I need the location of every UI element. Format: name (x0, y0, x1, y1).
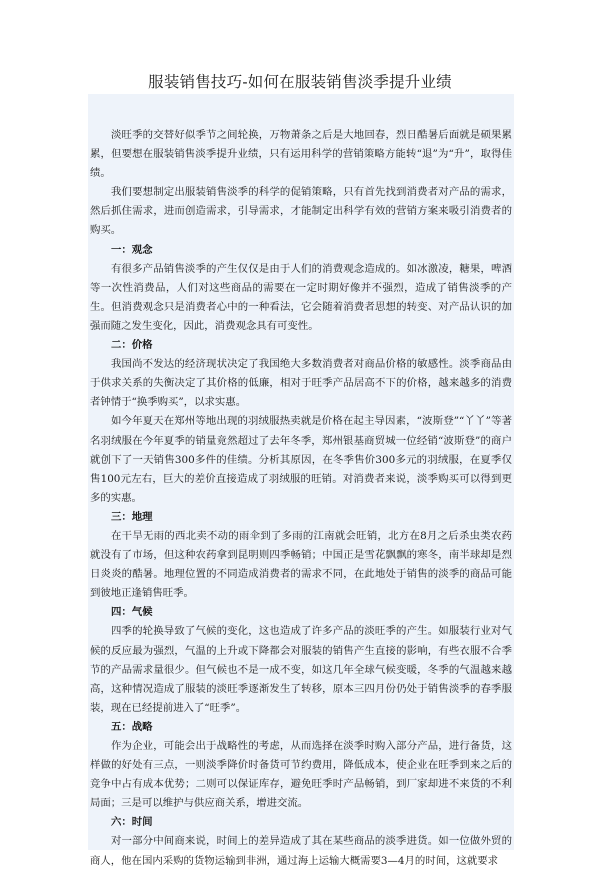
section-paragraph: 四季的轮换导致了气候的变化，这也造成了许多产品的淡旺季的产生。如服装行业对气候的反应最为强烈，气温的上升或下降都会对服装的销售产生直接的影响，有些衣服不合季节的产品需求量很少。但气候也不是一成不变，如这几年全球气候变暖，冬季的气温越来越高，这种情况造成了服装的淡旺季逐渐发生了转移，原本三四月份仍处于销售淡季的春季服装，现在已经提前进入了“旺季”。 (90, 625, 512, 714)
section-heading: 六：时间 (111, 816, 153, 829)
intro-paragraph: 我们要想制定出服装销售淡季的科学的促销策略，只有首先找到消费者对产品的需求，然后抓住需求，进而创造需求，引导需求，才能制定出科学有效的营销方案来吸引消费者的购买。 (90, 186, 512, 237)
section-heading: 一：观念 (111, 243, 153, 256)
section-strategy (90, 718, 512, 813)
section-heading: 三：地理 (111, 510, 153, 523)
section-heading: 四：气候 (111, 606, 153, 619)
section-price (90, 336, 512, 508)
section-paragraph: 在干旱无雨的西北卖不动的雨伞到了多雨的江南就会旺销，北方在8月之后杀虫类农药就没有了市场，但这种农药拿到昆明则四季畅销；中国正是雪花飘飘的寒冬，南半球却是烈日炎炎的酷暑。地理位置的不同造成消费者的需求不同，在此地处于销售的淡季的商品可能到彼地正逢销售旺季。 (90, 529, 512, 600)
document-body (88, 94, 514, 867)
section-time (90, 813, 512, 870)
section-paragraph: 我国尚不发达的经济现状决定了我国绝大多数消费者对商品价格的敏感性。淡季商品由于供求关系的失衡决定了其价格的低廉，相对于旺季产品居高不下的价格，越来越多的消费者钟情于“换季购买”，以求实惠。 (90, 358, 512, 409)
section-paragraph: 有很多产品销售淡季的产生仅仅是由于人们的消费观念造成的。如冰激凌，糖果，啤酒等一次性消费品，人们对这些商品的需要在一定时期好像并不强烈，造成了销售淡季的产生。但消费观念只是消费者心中的一种看法，它会随着消费者思想的转变、对产品认识的加强而随之发生变化，因此，消费观念具有可变性。 (90, 262, 512, 332)
page-title: 服装销售技巧-如何在服装销售淡季提升业绩 (148, 73, 452, 91)
section-climate (90, 603, 512, 718)
section-paragraph: 对一部分中间商来说，时间上的差异造成了其在某些商品的淡季进货。如一位做外贸的商人，他在国内采购的货物运输到非洲，通过海上运输大概需要3—4月的时间，这就要求 (90, 835, 512, 867)
section-concept (90, 241, 512, 336)
intro-paragraph: 淡旺季的交替好似季节之间轮换，万物萧条之后是大地回春，烈日酷暑后面就是硕果累累，但要想在服装销售淡季提升业绩，只有运用科学的营销策略方能转“退”为“升”，取得佳绩。 (90, 129, 512, 180)
section-paragraph: 如今年夏天在郑州等地出现的羽绒服热卖就是价格在起主导因素，“波斯登”“丫丫”等著名羽绒服在今年夏季的销量竟然超过了去年冬季，郑州银基商贸城一位经销“波斯登”的商户就创下了一天销售300多件的佳绩。分析其原因，在冬季售价300多元的羽绒服，在夏季仅售100元左右，巨大的差价直接造成了羽绒服的旺销。对消费者来说，淡季购买可以得到更多的实惠。 (90, 415, 512, 504)
section-geography (90, 508, 512, 603)
section-heading: 二：价格 (111, 339, 153, 352)
section-paragraph: 作为企业，可能会出于战略性的考虑，从而选择在淡季时购入部分产品，进行备货，这样做的好处有三点，一则淡季降价时备货可节约费用，降低成本，使企业在旺季到来之后的竞争中占有成本优势；二则可以保证库存，避免旺季时产品畅销，到厂家却进不来货的不利局面；三是可以维护与供应商关系，增进交流。 (90, 740, 512, 810)
document-content (88, 94, 514, 871)
section-heading: 五：战略 (111, 720, 153, 733)
